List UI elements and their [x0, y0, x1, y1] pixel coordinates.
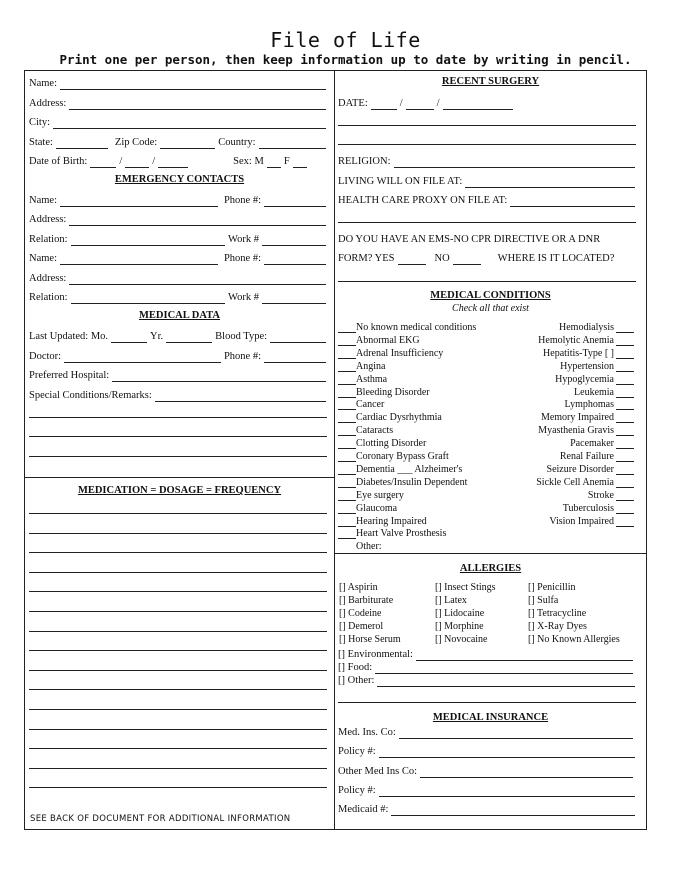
where-located-label: WHERE IS IT LOCATED? [497, 253, 615, 264]
condition-label: Myasthenia Gravis [538, 425, 614, 437]
proxy-label: HEALTH CARE PROXY ON FILE AT: [338, 195, 508, 206]
condition-item [338, 503, 397, 514]
hospital-field[interactable] [112, 371, 326, 382]
hospital-label: Preferred Hospital: [29, 370, 110, 381]
contact1-relation-field[interactable] [71, 235, 226, 246]
allergy-checkbox[interactable]: [] Tetracycline [528, 608, 587, 619]
allergy-checkbox[interactable]: [] Codeine [339, 608, 382, 619]
form-no-field[interactable] [453, 254, 481, 265]
contact1-name-label: Name: [29, 195, 57, 206]
dob-slash: / [119, 156, 123, 167]
condition-item [338, 348, 443, 359]
surgery-line[interactable] [338, 144, 636, 145]
condition-item [565, 399, 634, 410]
condition-label: Diabetes/Insulin Dependent [356, 476, 468, 488]
medication-line[interactable] [29, 513, 327, 514]
condition-checkbox[interactable] [616, 465, 634, 475]
condition-checkbox[interactable] [338, 478, 356, 488]
contact1-name-field[interactable] [60, 196, 218, 207]
surgery-date-slash: / [399, 98, 403, 109]
page-subtitle: Print one per person, then keep information up to date by writing in pencil. [59, 52, 632, 67]
condition-label: Clotting Disorder [356, 438, 427, 450]
condition-checkbox[interactable] [616, 400, 634, 410]
condition-checkbox[interactable] [338, 375, 356, 385]
medication-line[interactable] [29, 709, 327, 710]
zip-label: Zip Code: [114, 137, 158, 148]
allergy-checkbox[interactable]: [] X-Ray Dyes [528, 621, 587, 632]
contact2-work-label: Work # [228, 292, 259, 303]
contact1-address-label: Address: [29, 214, 67, 225]
dob-month[interactable] [90, 157, 116, 168]
condition-label: Angina [356, 360, 386, 372]
condition-item [338, 387, 430, 398]
last-updated-label: Last Updated: Mo. [29, 331, 109, 342]
condition-checkbox[interactable] [616, 452, 634, 462]
condition-label: Coronary Bypass Graft [356, 451, 449, 462]
sex-m-field[interactable] [267, 157, 281, 168]
medication-line[interactable] [29, 729, 327, 730]
condition-label: Seizure Disorder [546, 463, 614, 475]
med-ins-label: Med. Ins. Co: [338, 727, 396, 738]
surgery-line[interactable] [338, 125, 636, 126]
condition-item [559, 322, 634, 333]
allergy-checkbox[interactable]: [] No Known Allergies [528, 634, 620, 645]
condition-item [338, 490, 404, 501]
allergy-checkbox[interactable]: [] Barbiturate [339, 595, 394, 606]
condition-label: Hypoglycemia [555, 373, 614, 385]
condition-item [536, 477, 634, 488]
allergy-line[interactable] [338, 702, 636, 703]
condition-item [338, 438, 426, 449]
condition-item [563, 503, 634, 514]
doctor-label: Doctor: [29, 351, 62, 362]
state-label: State: [29, 137, 53, 148]
condition-item [338, 516, 427, 527]
condition-item [338, 425, 393, 436]
condition-checkbox[interactable] [616, 375, 634, 385]
other-med-ins-field[interactable] [420, 767, 633, 778]
condition-label: Cardiac Dysrhythmia [356, 412, 442, 424]
condition-item [338, 451, 449, 462]
condition-checkbox[interactable] [338, 388, 356, 398]
other-med-ins-label: Other Med Ins Co: [338, 766, 418, 777]
condition-label: Hemolytic Anemia [538, 334, 614, 346]
condition-item [338, 477, 467, 488]
sex-f-label: F [283, 156, 290, 167]
condition-label: Asthma [356, 373, 388, 385]
where-line[interactable] [338, 281, 636, 282]
allergy-checkbox[interactable]: [] Morphine [435, 621, 484, 632]
environmental-label: [] Environmental: [338, 649, 413, 660]
medication-line[interactable] [29, 552, 327, 553]
condition-label: Abnormal EKG [356, 334, 420, 346]
last-updated-month[interactable] [111, 332, 147, 343]
condition-item [338, 374, 387, 385]
allergy-checkbox[interactable]: [] Demerol [339, 621, 384, 632]
religion-label: RELIGION: [338, 156, 391, 167]
condition-checkbox[interactable] [616, 362, 634, 372]
condition-label: Hypertension [560, 360, 614, 372]
doctor-phone-label: Phone #: [223, 351, 261, 362]
medication-line[interactable] [29, 533, 327, 534]
condition-label: Dementia ___ Alzheimer's [356, 463, 463, 475]
policy2-field[interactable] [379, 786, 635, 797]
dob-slash: / [152, 156, 156, 167]
condition-label: Lymphomas [564, 399, 614, 411]
condition-label: Leukemia [574, 386, 614, 398]
year-label: Yr. [150, 331, 164, 342]
dob-year[interactable] [158, 157, 188, 168]
medication-header: MEDICATION = DOSAGE = FREQUENCY [77, 485, 282, 496]
address-label: Address: [29, 98, 67, 109]
condition-checkbox[interactable] [338, 413, 356, 423]
name-field[interactable] [60, 79, 326, 90]
condition-checkbox[interactable] [338, 400, 356, 410]
medicaid-label: Medicaid #: [338, 804, 389, 815]
contact2-relation-field[interactable] [71, 293, 226, 304]
condition-label: Glaucoma [356, 502, 398, 514]
allergy-checkbox[interactable]: [] Sulfa [528, 595, 559, 606]
condition-checkbox[interactable] [616, 478, 634, 488]
conditions-header: MEDICAL CONDITIONS [430, 290, 551, 301]
contact2-name-field[interactable] [60, 254, 218, 265]
medication-line[interactable] [29, 670, 327, 671]
condition-item [338, 412, 442, 423]
special-line[interactable] [29, 417, 327, 418]
medicaid-field[interactable] [391, 805, 635, 816]
city-label: City: [29, 117, 51, 128]
condition-item [549, 516, 634, 527]
condition-label: Bleeding Disorder [356, 386, 430, 398]
contact1-phone-label: Phone #: [223, 195, 261, 206]
policy2-label: Policy #: [338, 785, 376, 796]
condition-item [560, 451, 634, 462]
condition-item [588, 490, 634, 501]
condition-label: Pacemaker [570, 438, 614, 450]
city-field[interactable] [53, 118, 326, 129]
condition-label: Sickle Cell Anemia [536, 476, 614, 488]
condition-label: Tuberculosis [562, 502, 614, 514]
living-will-label: LIVING WILL ON FILE AT: [338, 176, 463, 187]
allergy-checkbox[interactable]: [] Latex [435, 595, 467, 606]
other-allergy-field[interactable] [377, 676, 635, 687]
address-field[interactable] [69, 99, 326, 110]
condition-item [338, 541, 382, 552]
insurance-header: MEDICAL INSURANCE [432, 712, 549, 723]
condition-checkbox[interactable] [616, 323, 634, 333]
condition-label: Hemodialysis [559, 322, 614, 333]
condition-checkbox[interactable] [338, 362, 356, 372]
dob-label: Date of Birth: [29, 156, 88, 167]
medication-line[interactable] [29, 748, 327, 749]
sex-f-field[interactable] [293, 157, 307, 168]
condition-item [338, 528, 446, 539]
contact2-name-label: Name: [29, 253, 57, 264]
conditions-subheader: Check all that exist [452, 303, 529, 314]
condition-item [574, 387, 634, 398]
allergy-checkbox[interactable]: [] Novocaine [435, 634, 488, 645]
surgery-date-slash: / [436, 98, 440, 109]
condition-checkbox[interactable] [338, 517, 356, 527]
condition-checkbox[interactable] [338, 349, 356, 359]
condition-label: Vision Impaired [549, 515, 614, 527]
condition-item [338, 335, 420, 346]
condition-checkbox[interactable] [338, 426, 356, 436]
form-yes-label: FORM? YES [338, 253, 395, 264]
doctor-field[interactable] [64, 352, 221, 363]
condition-item [538, 335, 634, 346]
condition-label: Eye surgery [356, 489, 404, 501]
condition-item [541, 412, 634, 423]
name-label: Name: [29, 78, 57, 89]
contact1-work-label: Work # [228, 234, 259, 245]
condition-item [538, 425, 634, 436]
condition-item [338, 361, 385, 372]
condition-item [338, 399, 384, 410]
allergy-checkbox[interactable]: [] Penicillin [528, 582, 576, 593]
medication-line[interactable] [29, 650, 327, 651]
surgery-date-month[interactable] [371, 99, 397, 110]
form-yes-field[interactable] [398, 254, 426, 265]
contact2-address-field[interactable] [69, 274, 326, 285]
condition-checkbox[interactable] [616, 491, 634, 501]
page-title: File of Life [270, 28, 421, 52]
condition-label: Cataracts [356, 425, 394, 437]
condition-label: Other: [356, 541, 382, 553]
condition-item [338, 322, 476, 333]
living-will-field[interactable] [465, 177, 635, 188]
contact2-address-label: Address: [29, 273, 67, 284]
med-ins-field[interactable] [399, 728, 633, 739]
condition-checkbox[interactable] [616, 439, 634, 449]
condition-checkbox[interactable] [338, 491, 356, 501]
condition-label: Cancer [356, 399, 385, 411]
condition-item [547, 464, 634, 475]
condition-item [560, 361, 634, 372]
doctor-phone-field[interactable] [264, 352, 326, 363]
condition-checkbox[interactable] [616, 504, 634, 514]
condition-label: Memory Impaired [540, 412, 614, 424]
surgery-date-year[interactable] [443, 99, 513, 110]
condition-checkbox[interactable] [338, 323, 356, 333]
contact2-phone-field[interactable] [264, 254, 326, 265]
ems-question: DO YOU HAVE AN EMS-NO CPR DIRECTIVE OR A DNR [338, 234, 601, 245]
policy-field[interactable] [379, 747, 635, 758]
right-divider [334, 553, 647, 554]
condition-label: Adrenal Insufficiency [356, 347, 444, 359]
condition-checkbox[interactable] [338, 452, 356, 462]
condition-item [555, 374, 634, 385]
condition-checkbox[interactable] [616, 517, 634, 527]
contact2-work-field[interactable] [262, 293, 326, 304]
emergency-header: EMERGENCY CONTACTS [114, 174, 245, 185]
condition-checkbox[interactable] [616, 349, 634, 359]
blood-type-field[interactable] [270, 332, 326, 343]
special-label: Special Conditions/Remarks: [29, 390, 152, 401]
food-label: [] Food: [338, 662, 373, 673]
surgery-date-label: DATE: [338, 98, 368, 109]
last-updated-year[interactable] [166, 332, 212, 343]
special-line[interactable] [29, 436, 327, 437]
medication-line[interactable] [29, 768, 327, 769]
medication-line[interactable] [29, 591, 327, 592]
condition-checkbox[interactable] [616, 388, 634, 398]
state-field[interactable] [56, 138, 108, 149]
contact2-phone-label: Phone #: [223, 253, 261, 264]
policy-label: Policy #: [338, 746, 376, 757]
contact1-work-field[interactable] [262, 235, 326, 246]
proxy-field[interactable] [510, 196, 635, 207]
condition-label: Renal Failure [559, 451, 614, 462]
condition-item [338, 464, 462, 475]
surgery-header: RECENT SURGERY [441, 76, 540, 87]
contact1-relation-label: Relation: [29, 234, 68, 245]
medical-data-header: MEDICAL DATA [139, 310, 220, 321]
dob-day[interactable] [125, 157, 149, 168]
contact1-address-field[interactable] [69, 215, 326, 226]
form-no-label: NO [434, 253, 450, 264]
condition-checkbox[interactable] [616, 336, 634, 346]
contact1-phone-field[interactable] [264, 196, 326, 207]
medication-line[interactable] [29, 787, 327, 788]
allergy-checkbox[interactable]: [] Horse Serum [339, 634, 401, 645]
special-field[interactable] [155, 391, 326, 402]
condition-label: Stroke [587, 489, 614, 501]
country-field[interactable] [259, 138, 326, 149]
country-label: Country: [218, 137, 256, 148]
condition-label: Hearing Impaired [356, 515, 427, 527]
allergies-header: ALLERGIES [459, 563, 522, 574]
medication-line[interactable] [29, 631, 327, 632]
zip-field[interactable] [160, 138, 215, 149]
condition-label: Heart Valve Prosthesis [356, 528, 447, 540]
other-allergy-label: [] Other: [338, 675, 375, 686]
condition-label: Hepatitis-Type [ ] [543, 347, 614, 359]
religion-field[interactable] [394, 157, 636, 168]
medication-box [24, 477, 335, 830]
surgery-date-day[interactable] [406, 99, 434, 110]
allergy-checkbox[interactable]: [] Insect Stings [435, 582, 496, 593]
allergy-checkbox[interactable]: [] Aspirin [339, 582, 378, 593]
sex-label: Sex: M [233, 156, 264, 167]
special-line[interactable] [29, 456, 327, 457]
contact2-relation-label: Relation: [29, 292, 68, 303]
condition-checkbox[interactable] [616, 413, 634, 423]
condition-item [570, 438, 634, 449]
condition-label: No known medical conditions [356, 322, 477, 333]
condition-checkbox[interactable] [338, 529, 356, 539]
proxy-line[interactable] [338, 222, 636, 223]
medication-line[interactable] [29, 689, 327, 690]
back-of-document-note: SEE BACK OF DOCUMENT FOR ADDITIONAL INFORMATION [30, 814, 291, 824]
condition-checkbox[interactable] [338, 465, 356, 475]
condition-checkbox[interactable] [616, 426, 634, 436]
condition-checkbox[interactable] [338, 336, 356, 346]
medication-line[interactable] [29, 572, 327, 573]
blood-type-label: Blood Type: [215, 331, 268, 342]
medication-line[interactable] [29, 611, 327, 612]
condition-checkbox[interactable] [338, 504, 356, 514]
allergy-checkbox[interactable]: [] Lidocaine [435, 608, 485, 619]
condition-item [543, 348, 634, 359]
condition-checkbox[interactable] [338, 439, 356, 449]
